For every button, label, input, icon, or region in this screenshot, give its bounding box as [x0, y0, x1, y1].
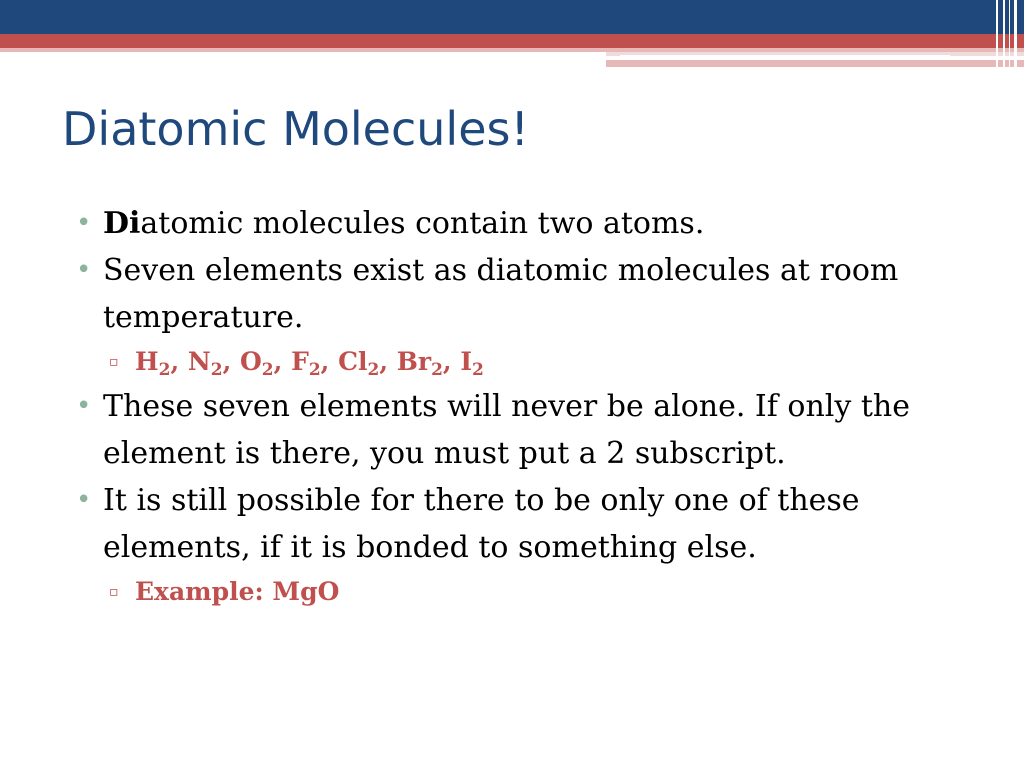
bullet-text: Seven elements exist as diatomic molecules at room temperature.: [103, 253, 899, 335]
bullet-text: It is still possible for there to be only one of these elements, if it is bonded to something else.: [103, 483, 860, 565]
bullet-dot-icon: •: [76, 485, 92, 515]
bullet-text: These seven elements will never be alone. If only the element is there, you must put a 2 subscript.: [103, 389, 911, 471]
header-divider: [1014, 0, 1017, 68]
square-bullet-icon: ▫: [109, 584, 119, 600]
bullet-item: [76, 247, 956, 341]
example-text: Example: MgO: [135, 577, 340, 606]
header-divider: [1003, 0, 1005, 68]
bullet-text: atomic molecules contain two atoms.: [140, 206, 705, 241]
sub-bullet-item: [76, 571, 956, 613]
slide-title: Diatomic Molecules!: [62, 102, 529, 156]
bullet-dot-icon: •: [76, 255, 92, 285]
bullet-item: [76, 200, 956, 247]
sub-bullet-item: [76, 341, 956, 383]
bullet-emphasis: Di: [103, 206, 141, 241]
square-bullet-icon: ▫: [109, 354, 119, 370]
header-stripe: [606, 60, 1024, 67]
slide-body: [76, 200, 956, 613]
header-divider: [1009, 0, 1010, 68]
bullet-dot-icon: •: [76, 208, 92, 238]
header-divider: [996, 0, 998, 68]
header-band-red: [0, 34, 1024, 48]
bullet-dot-icon: •: [76, 391, 92, 421]
bullet-item: [76, 477, 956, 571]
element-formulas: $H_2$, $N_2$, $O_2$, $F_2$, $Cl_2$, $Br_2$, $I_2$: [135, 347, 484, 380]
header-band-blue: [0, 0, 1024, 34]
header-divider: [620, 55, 950, 57]
bullet-item: [76, 383, 956, 477]
